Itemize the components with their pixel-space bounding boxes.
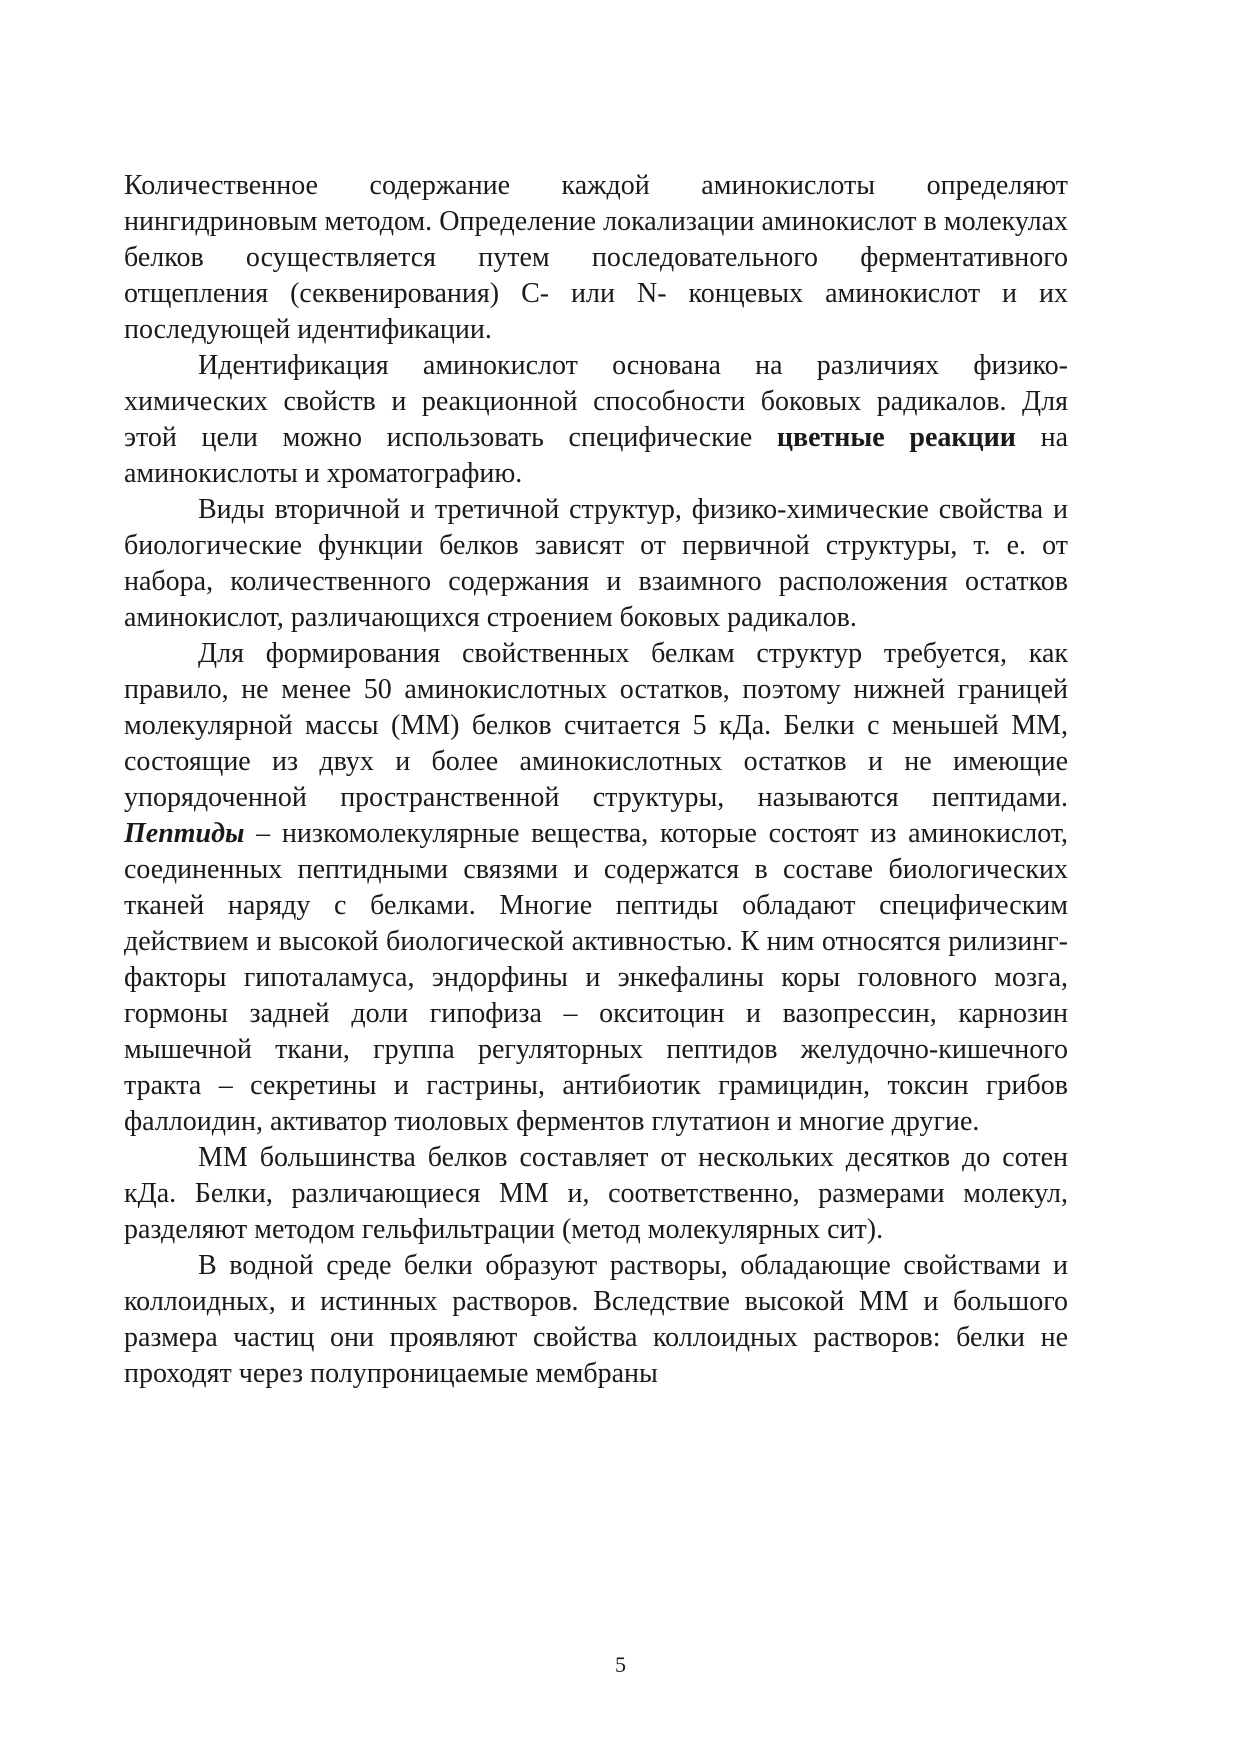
bold-italic-term-peptides: Пептиды	[124, 818, 245, 849]
body-text	[124, 168, 1068, 1392]
paragraph-5-text: ММ большинства белков составляет от нескольких десятков до сотен кДа. Белки, различающиеся ММ и, соответственно, размерами молекул, разделяют методом гельфильтрации (метод молекулярных сит).	[124, 1142, 1068, 1245]
paragraph-4	[124, 636, 1068, 1140]
paragraph-3-text: Виды вторичной и третичной структур, физико-химические свойства и биологические функции белков зависят от первичной структуры, т. е. от набора, количественного содержания и взаимного расположения остатков аминокислот, различающихся строением боковых радикалов.	[124, 494, 1068, 633]
paragraph-2-text-after: на аминокислоты и хроматографию.	[124, 422, 1069, 489]
paragraph-5	[124, 1140, 1068, 1248]
paragraph-3	[124, 492, 1068, 636]
paragraph-4-text-before: Для формирования свойственных белкам структур требуется, как правило, не менее 50 аминокислотных остатков, поэтому нижней границей молекулярной массы (ММ) белков считается 5 кДа. Белки с меньшей ММ, состоящие из двух и более аминокислотных остатков и не имеющие упорядоченной пространственной структуры, называются пептидами.	[124, 638, 1068, 813]
paragraph-1-text: Количественное содержание каждой аминокислоты определяют нингидриновым методом. Определение локализации аминокислот в молекулах белков осуществляется путем последовательного ферментативного отщепления (секвенирования) С- или N- концевых аминокислот и их последующей идентификации.	[124, 170, 1068, 345]
paragraph-6	[124, 1248, 1068, 1392]
paragraph-2-text-before: Идентификация аминокислот основана на различиях физико-химических свойств и реакционной способности боковых радикалов. Для этой цели можно использовать специфические	[124, 350, 1068, 453]
paragraph-1	[124, 168, 1068, 348]
bold-term-color-reactions: цветные реакции	[776, 422, 1016, 453]
page-number: 5	[615, 1652, 626, 1677]
paragraph-4-text-after: – низкомолекулярные вещества, которые состоят из аминокислот, соединенных пептидными связями и содержатся в составе биологических тканей наряду с белками. Многие пептиды обладают специфическим действием и высокой биологической активностью. К ним относятся рилизинг-факторы гипоталамуса, эндорфины и энкефалины коры головного мозга, гормоны задней доли гипофиза – окситоцин и вазопрессин, карнозин мышечной ткани, группа регуляторных пептидов желудочно-кишечного тракта – секретины и гастрины, антибиотик грамицидин, токсин грибов фаллоидин, активатор тиоловых ферментов глутатион и многие другие.	[124, 818, 1068, 1137]
paragraph-2	[124, 348, 1068, 492]
paragraph-6-text: В водной среде белки образуют растворы, обладающие свойствами и коллоидных, и истинных растворов. Вследствие высокой ММ и большого размера частиц они проявляют свойства коллоидных растворов: белки не проходят через полупроницаемые мембраны	[124, 1250, 1068, 1389]
